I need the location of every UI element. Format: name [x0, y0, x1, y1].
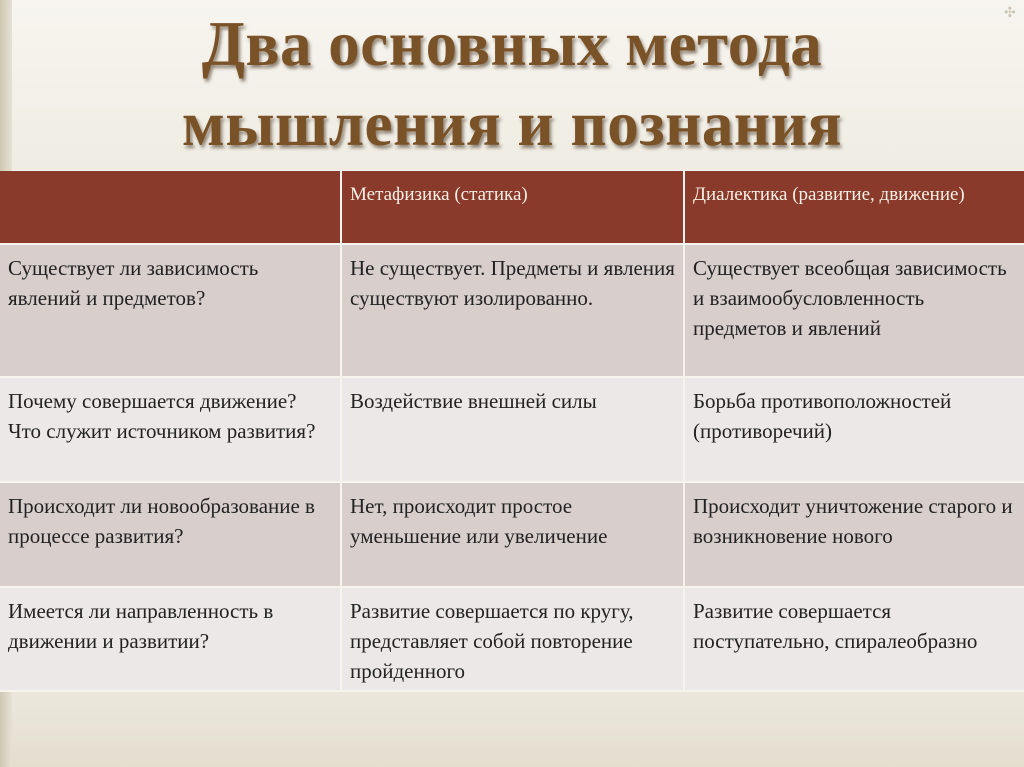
metaphysics-cell: Нет, происходит простое уменьшение или увеличение: [341, 482, 684, 587]
dialectics-cell: Борьба противоположностей (противоречий): [684, 377, 1024, 482]
slide-title-line-1: Два основных метода: [201, 9, 823, 79]
header-cell-empty: [0, 171, 341, 244]
header-cell-dialectics: Диалектика (развитие, движение): [684, 171, 1024, 244]
question-cell: Почему совершается движение? Что служит источником развития?: [0, 377, 341, 482]
corner-decoration-icon: ✣: [1004, 5, 1016, 21]
metaphysics-cell: Не существует. Предметы и явления существуют изолированно.: [341, 244, 684, 377]
slide-title-line-2: мышления и познания: [181, 89, 843, 159]
table-row: [0, 377, 1024, 482]
slide-title: [0, 4, 1024, 164]
table-row: [0, 244, 1024, 377]
dialectics-cell: Происходит уничтожение старого и возникновение нового: [684, 482, 1024, 587]
question-cell: Происходит ли новообразование в процессе развития?: [0, 482, 341, 587]
question-cell: Существует ли зависимость явлений и предметов?: [0, 244, 341, 377]
dialectics-cell: Существует всеобщая зависимость и взаимообусловленность предметов и явлений: [684, 244, 1024, 377]
table-row: [0, 587, 1024, 691]
table-header-row: [0, 171, 1024, 244]
header-cell-metaphysics: Метафизика (статика): [341, 171, 684, 244]
metaphysics-cell: Воздействие внешней силы: [341, 377, 684, 482]
dialectics-cell: Развитие совершается поступательно, спиралеобразно: [684, 587, 1024, 691]
comparison-table: [0, 171, 1024, 692]
question-cell: Имеется ли направленность в движении и развитии?: [0, 587, 341, 691]
metaphysics-cell: Развитие совершается по кругу, представляет собой повторение пройденного: [341, 587, 684, 691]
table-row: [0, 482, 1024, 587]
slide-background-bottom: [0, 688, 1024, 767]
